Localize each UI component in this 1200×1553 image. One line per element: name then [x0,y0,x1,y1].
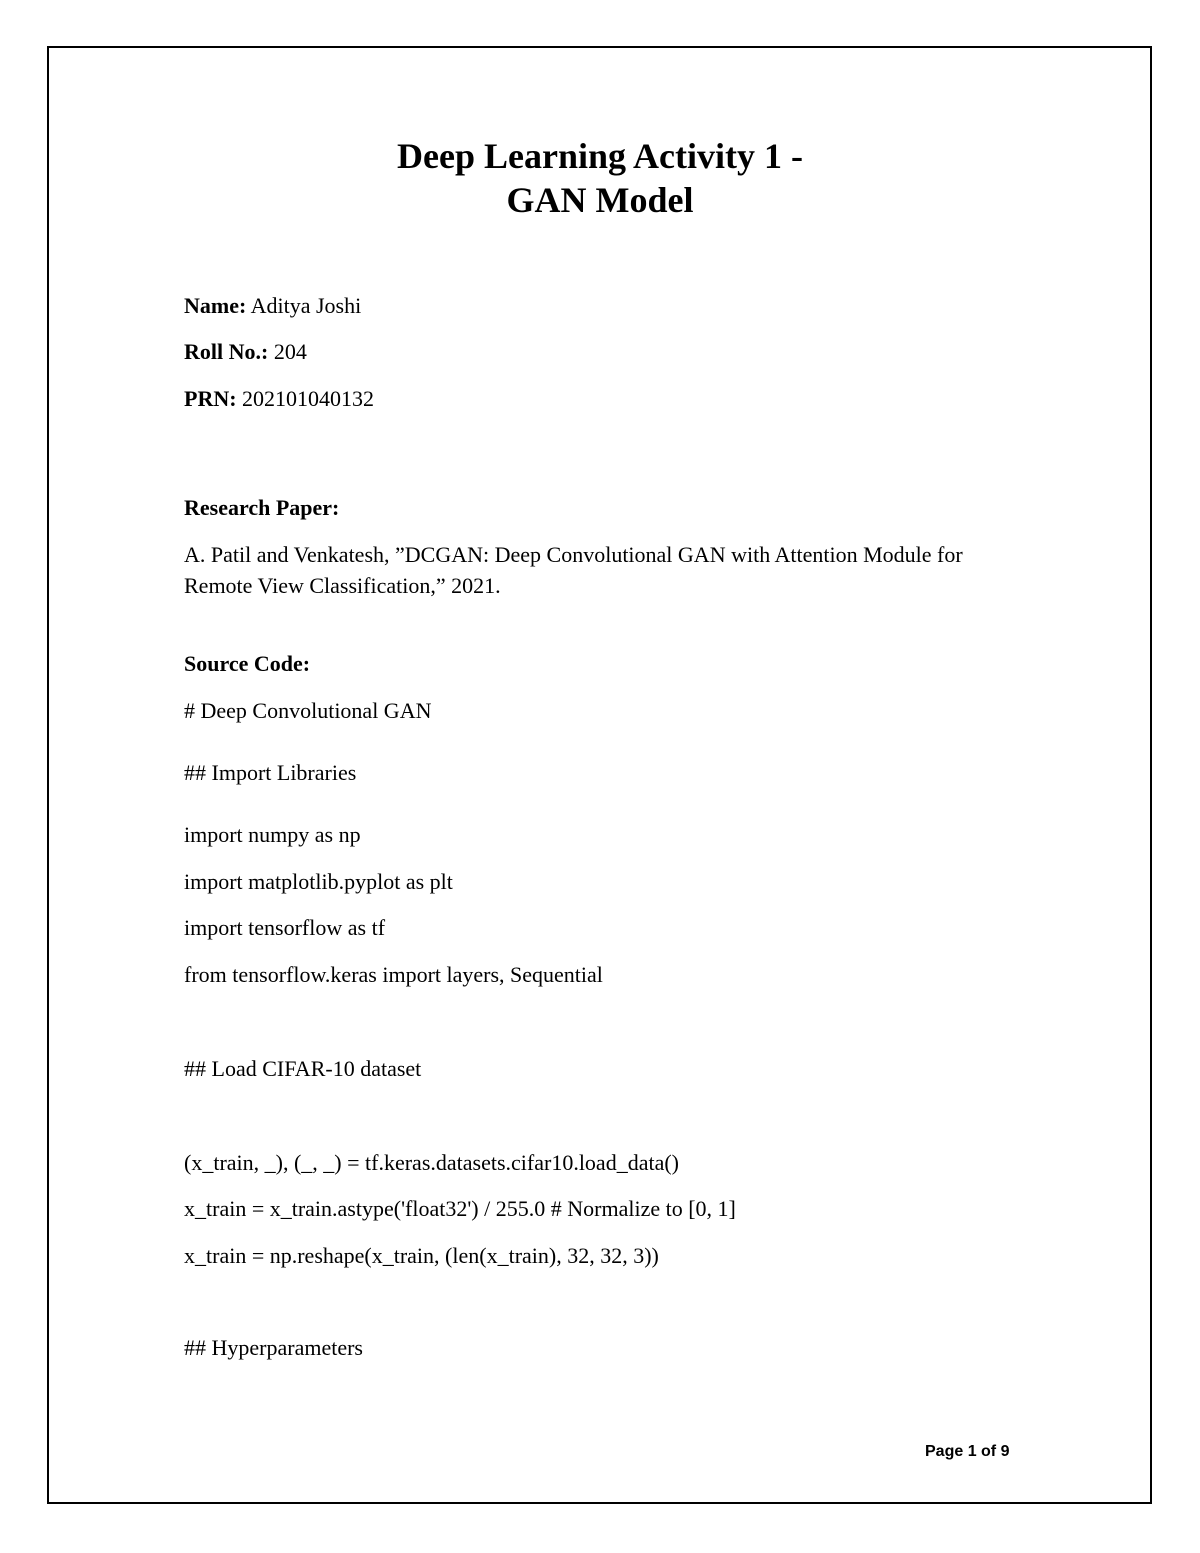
code-line: import matplotlib.pyplot as plt [184,869,453,894]
title-line-1: Deep Learning Activity 1 - [397,136,803,176]
code-line: import tensorflow as tf [184,915,386,940]
code-line: x_train = x_train.astype('float32') / 255.0 # Normalize to [0, 1] [184,1196,736,1221]
roll-label: Roll No.: [184,339,269,364]
prn-value: 202101040132 [242,386,375,411]
student-prn-row [184,385,374,413]
student-name-row [184,292,361,320]
source-code-heading: Source Code: [184,651,311,676]
code-line: ## Hyperparameters [184,1335,363,1360]
code-line: x_train = np.reshape(x_train, (len(x_train), 32, 32, 3)) [184,1243,659,1268]
research-paper-heading: Research Paper: [184,495,340,520]
student-roll-row [184,338,307,366]
code-line: ## Import Libraries [184,760,357,785]
title-line-2: GAN Model [506,180,694,220]
research-paper-citation: A. Patil and Venkatesh, ”DCGAN: Deep Convolutional GAN with Attention Module for Remote View Classification,” 2021. [184,542,963,598]
prn-label: PRN: [184,386,237,411]
code-line: import numpy as np [184,822,361,847]
page-number: Page 1 of 9 [925,1443,1010,1460]
code-line: from tensorflow.keras import layers, Sequential [184,962,603,987]
code-line: ## Load CIFAR-10 dataset [184,1056,422,1081]
name-value: Aditya Joshi [250,293,362,318]
roll-value: 204 [273,339,307,364]
document-title [0,134,1200,222]
code-line: # Deep Convolutional GAN [184,698,432,723]
code-line: (x_train, _), (_, _) = tf.keras.datasets.cifar10.load_data() [184,1150,679,1175]
name-label: Name: [184,293,247,318]
